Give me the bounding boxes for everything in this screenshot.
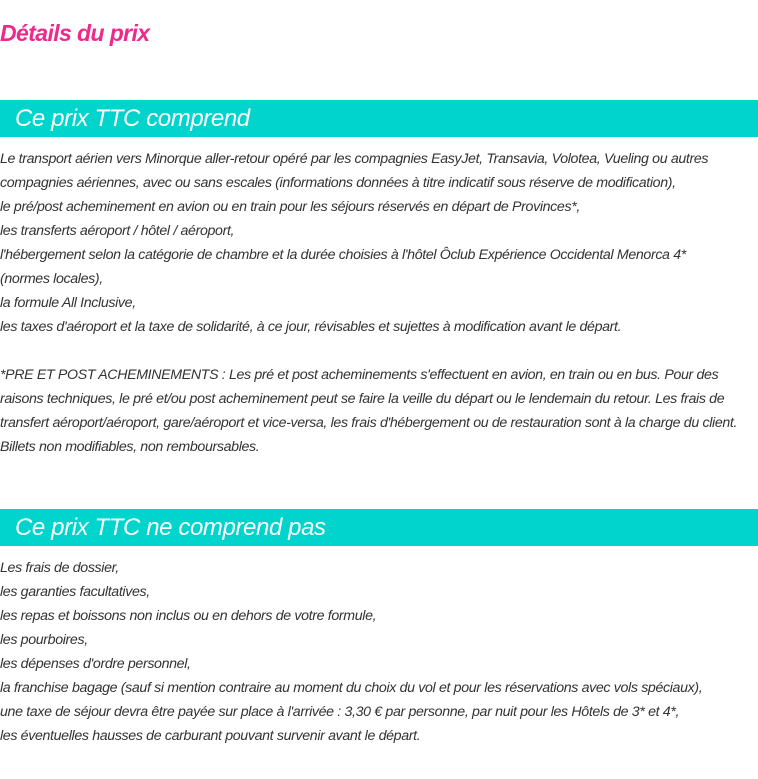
excluded-line: la franchise bagage (sauf si mention contraire au moment du choix du vol et pour les réservations avec vols spéciaux), xyxy=(0,680,703,696)
excluded-line: les pourboires, xyxy=(0,632,88,648)
included-line: l'hébergement selon la catégorie de chambre et la durée choisies à l'hôtel Ôclub Expérience Occidental Menorca 4* xyxy=(0,247,686,263)
included-line: les transferts aéroport / hôtel / aéroport, xyxy=(0,223,235,239)
page-title: Détails du prix xyxy=(0,20,150,46)
excluded-list xyxy=(0,556,758,748)
included-line: la formule All Inclusive, xyxy=(0,295,136,311)
included-line: (normes locales), xyxy=(0,271,103,287)
pre-post-acheminement-note: *PRE ET POST ACHEMINEMENTS : Les pré et post acheminements s'effectuent en avion, en train ou en bus. Pour des raisons techniques, le pré et/ou post acheminement peut se faire la veille du départ ou le lendemain du retour. Les frais de transfert aéroport/aéroport, gare/aéroport et vice-versa, les frais d'hébergement ou de restauration sont à la charge du client. Billets non modifiables, non remboursables. xyxy=(0,367,738,455)
excluded-line: une taxe de séjour devra être payée sur place à l'arrivée : 3,30 € par personne, par nuit pour les Hôtels de 3* et 4*, xyxy=(0,704,680,720)
included-line: compagnies aériennes, avec ou sans escales (informations données à titre indicatif sous réserve de modification), xyxy=(0,175,676,191)
excluded-line: les garanties facultatives, xyxy=(0,584,150,600)
included-line: Le transport aérien vers Minorque aller-retour opéré par les compagnies EasyJet, Transavia, Volotea, Vueling ou autres xyxy=(0,151,709,167)
excluded-section-header: Ce prix TTC ne comprend pas xyxy=(0,509,758,546)
included-line: les taxes d'aéroport et la taxe de solidarité, à ce jour, révisables et sujettes à modification avant le départ. xyxy=(0,319,622,335)
excluded-line: les dépenses d'ordre personnel, xyxy=(0,656,191,672)
included-section-header: Ce prix TTC comprend xyxy=(0,100,758,137)
included-line: le pré/post acheminement en avion ou en train pour les séjours réservés en départ de Provinces*, xyxy=(0,199,580,215)
paragraph-spacer xyxy=(0,339,758,363)
excluded-line: les éventuelles hausses de carburant pouvant survenir avant le départ. xyxy=(0,728,421,744)
excluded-line: les repas et boissons non inclus ou en dehors de votre formule, xyxy=(0,608,377,624)
excluded-line: Les frais de dossier, xyxy=(0,560,119,576)
included-list xyxy=(0,147,758,459)
